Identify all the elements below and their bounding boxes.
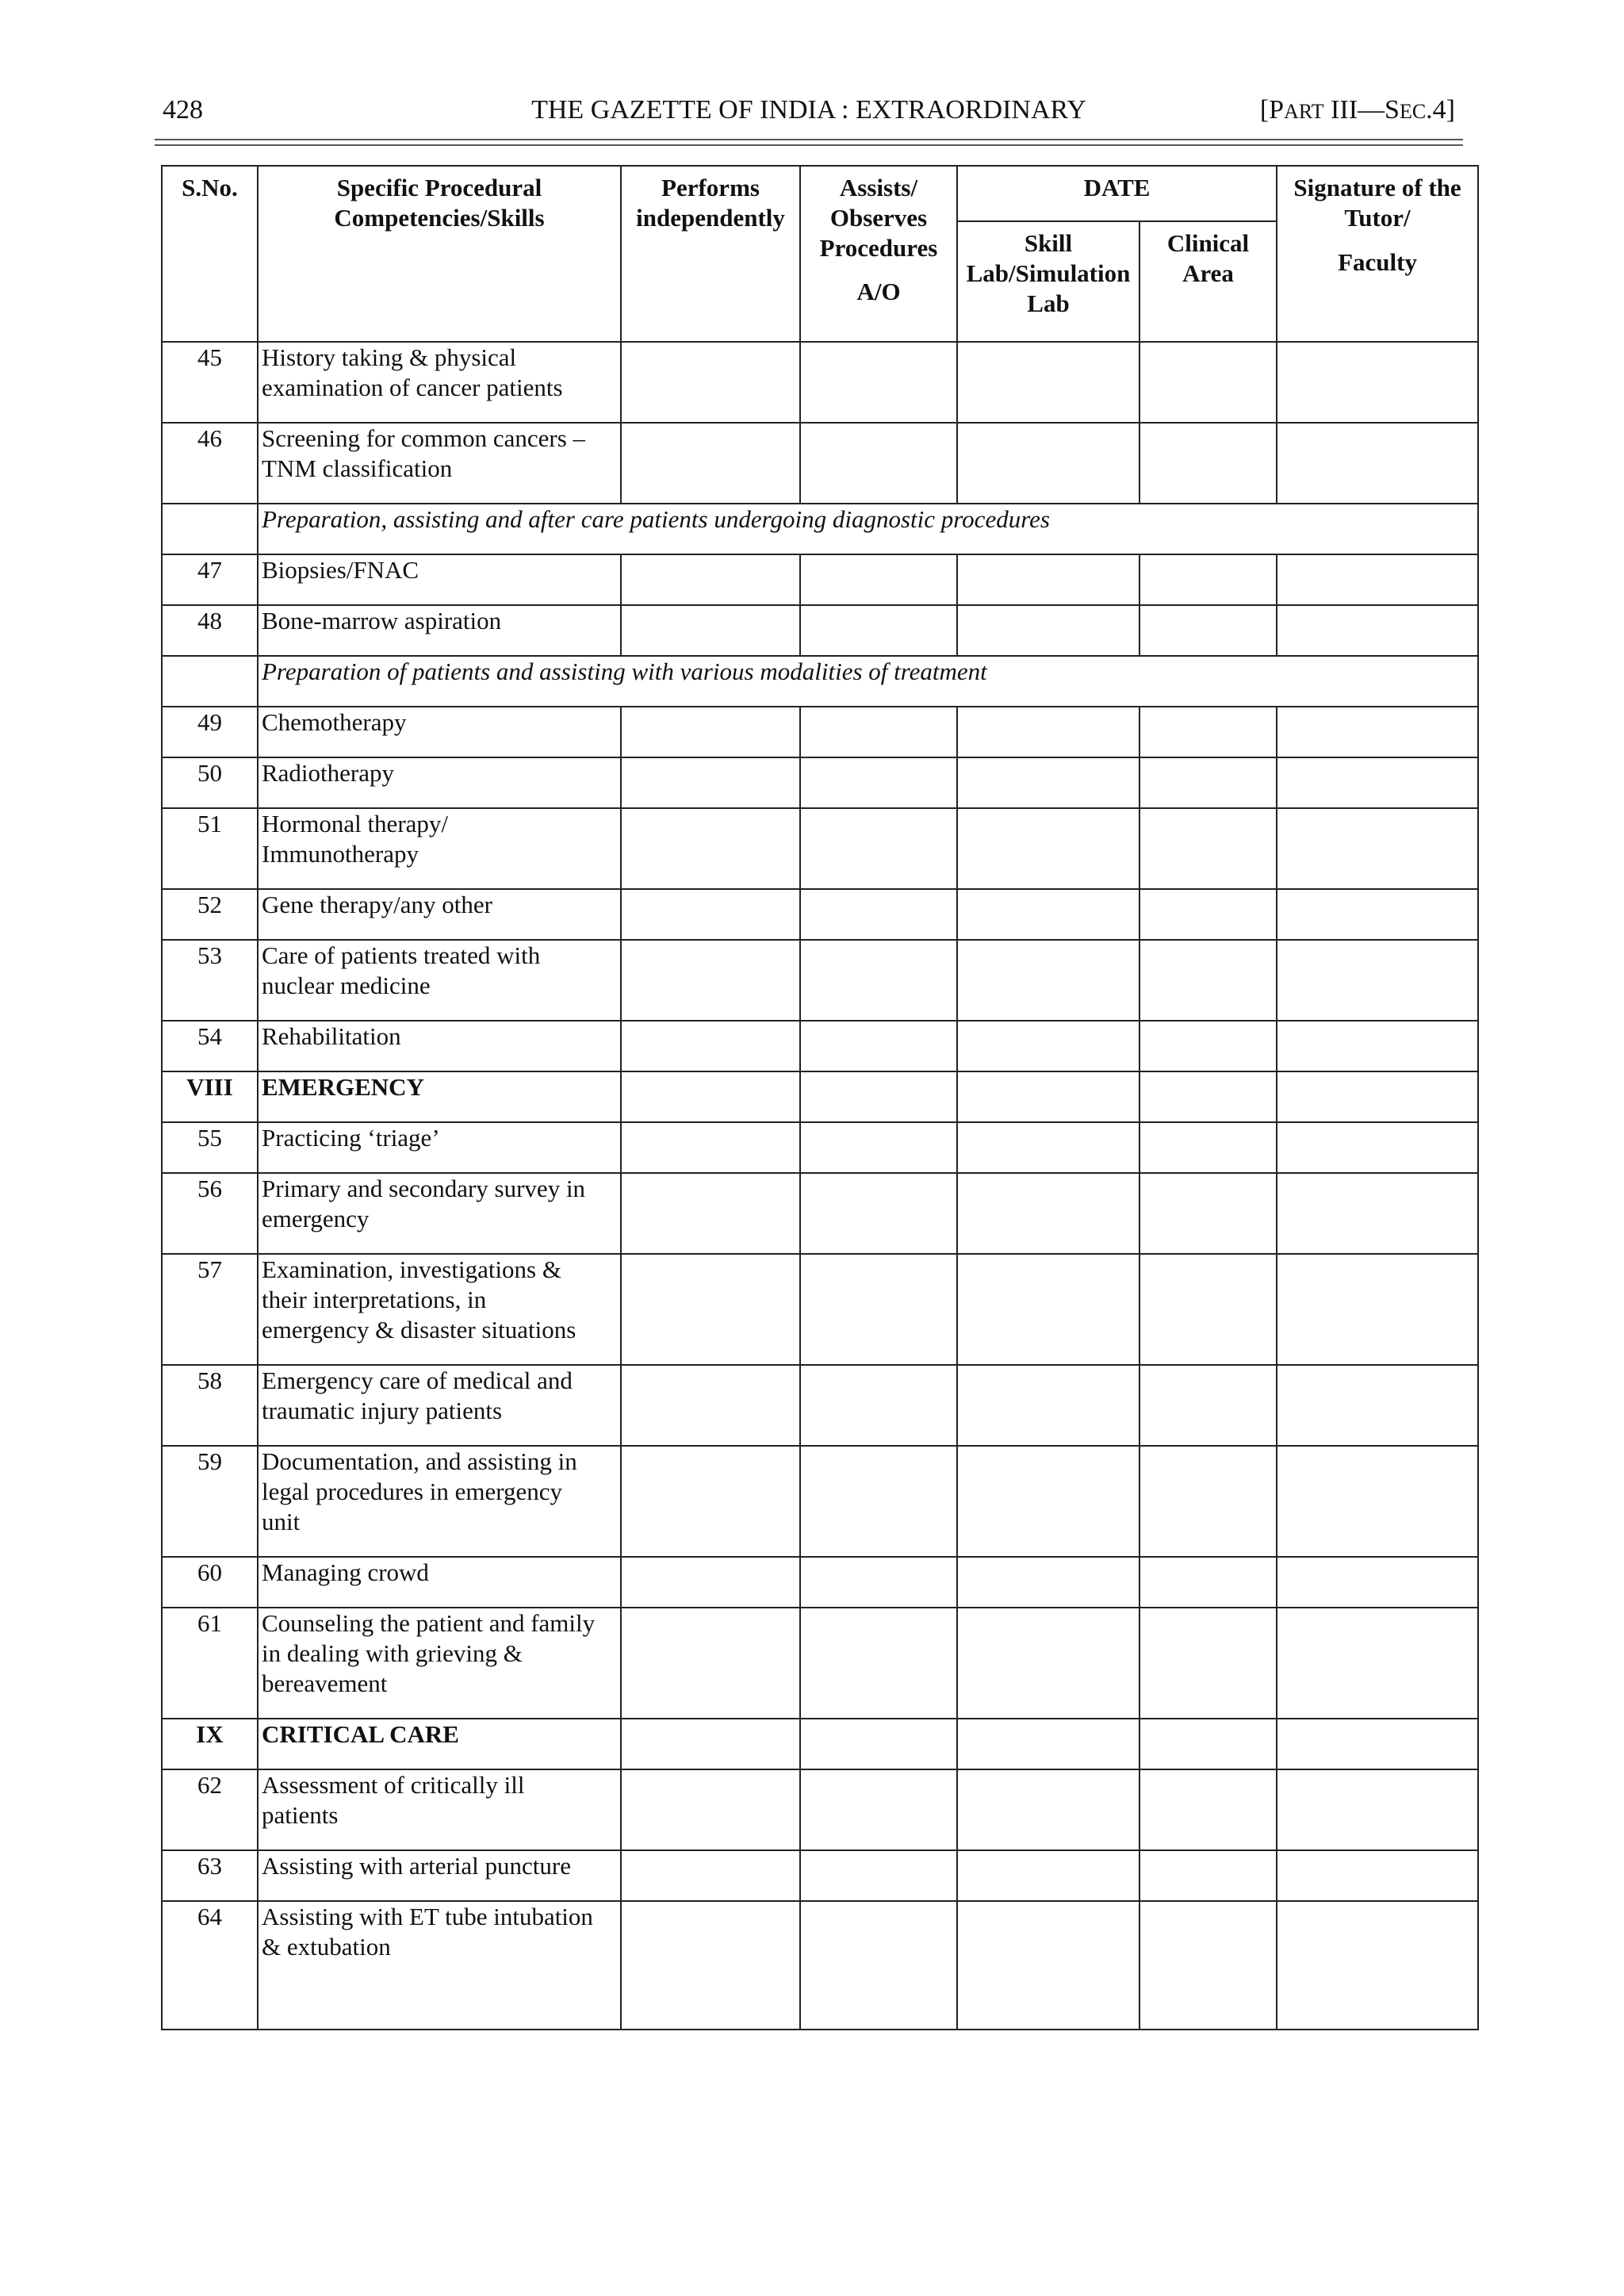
signature-cell[interactable]: [1277, 707, 1478, 757]
clinical-date-cell[interactable]: [1139, 940, 1277, 1021]
sno-cell: 52: [162, 889, 258, 940]
assists-cell[interactable]: [800, 605, 957, 656]
table-row: [162, 1021, 1478, 1071]
skill-text-line: Radiotherapy: [262, 759, 395, 787]
skill-text-line: Gene therapy/any other: [262, 891, 492, 918]
skill-text-line: examination of cancer patients: [262, 373, 563, 401]
signature-cell[interactable]: [1277, 1173, 1478, 1254]
skill-lab-date-cell[interactable]: [957, 940, 1139, 1021]
skill-text-line: unit: [262, 1507, 301, 1535]
skill-cell: [258, 554, 621, 605]
performs-cell[interactable]: [621, 1769, 800, 1850]
table-subheading-row: [162, 656, 1478, 707]
clinical-date-cell[interactable]: [1139, 757, 1277, 808]
table-row: [162, 940, 1478, 1021]
performs-cell[interactable]: [621, 1446, 800, 1557]
table-row: [162, 605, 1478, 656]
col-header-skill-lab: Skill Lab/Simulation Lab: [957, 221, 1139, 342]
skill-text-line: in dealing with grieving &: [262, 1639, 523, 1667]
table-row: [162, 1901, 1478, 2030]
sno-cell: 64: [162, 1901, 258, 2030]
sno-cell: VIII: [162, 1071, 258, 1122]
performs-cell[interactable]: [621, 1254, 800, 1365]
skill-cell: [258, 342, 621, 423]
table-row: [162, 1557, 1478, 1608]
table-row: [162, 889, 1478, 940]
skill-lab-date-cell[interactable]: [957, 707, 1139, 757]
skill-text-line: patients: [262, 1800, 339, 1829]
skill-lab-date-cell[interactable]: [957, 1608, 1139, 1719]
skill-lab-date-cell[interactable]: [957, 1365, 1139, 1446]
skill-cell: [258, 1850, 621, 1901]
table-row: [162, 1254, 1478, 1365]
sno-cell: [162, 504, 258, 554]
clinical-date-cell[interactable]: [1139, 554, 1277, 605]
signature-cell[interactable]: [1277, 1850, 1478, 1901]
skill-text-line: Chemotherapy: [262, 708, 407, 736]
skill-text-line: Emergency care of medical and: [262, 1366, 573, 1394]
assists-cell[interactable]: [800, 554, 957, 605]
skill-lab-date-cell[interactable]: [957, 342, 1139, 423]
skill-text-line: Managing crowd: [262, 1558, 429, 1586]
clinical-date-cell[interactable]: [1139, 342, 1277, 423]
clinical-date-cell[interactable]: [1139, 1769, 1277, 1850]
subheading-text: Preparation of patients and assisting with various modalities of treatment: [258, 656, 1478, 707]
page-number: 428: [163, 95, 203, 125]
assists-cell[interactable]: [800, 1850, 957, 1901]
skill-lab-date-cell[interactable]: [957, 1769, 1139, 1850]
skill-lab-date-cell[interactable]: [957, 1719, 1139, 1769]
skill-text-line: Assisting with ET tube intubation: [262, 1903, 593, 1930]
signature-cell[interactable]: [1277, 1071, 1478, 1122]
sno-cell: 58: [162, 1365, 258, 1446]
assists-cell[interactable]: [800, 1557, 957, 1608]
assists-cell[interactable]: [800, 423, 957, 504]
table-row: [162, 1122, 1478, 1173]
subheading-text: Preparation, assisting and after care patients undergoing diagnostic procedures: [258, 504, 1478, 554]
skill-cell: [258, 1254, 621, 1365]
sno-cell: 60: [162, 1557, 258, 1608]
skill-cell: [258, 1901, 621, 2030]
skill-lab-date-cell[interactable]: [957, 1446, 1139, 1557]
clinical-date-cell[interactable]: [1139, 423, 1277, 504]
signature-cell[interactable]: [1277, 940, 1478, 1021]
assists-cell[interactable]: [800, 1071, 957, 1122]
performs-cell[interactable]: [621, 707, 800, 757]
performs-cell[interactable]: [621, 1901, 800, 2030]
table-row: [162, 1446, 1478, 1557]
sno-cell: 59: [162, 1446, 258, 1557]
table-row: [162, 1365, 1478, 1446]
clinical-date-cell[interactable]: [1139, 707, 1277, 757]
skill-text-line: History taking & physical: [262, 343, 517, 371]
skill-lab-date-cell[interactable]: [957, 554, 1139, 605]
skill-cell: [258, 1608, 621, 1719]
assists-cell[interactable]: [800, 1122, 957, 1173]
skill-cell: [258, 423, 621, 504]
assists-cell[interactable]: [800, 1365, 957, 1446]
sno-cell: 50: [162, 757, 258, 808]
skill-cell: [258, 1719, 621, 1769]
assists-cell[interactable]: [800, 1254, 957, 1365]
skill-lab-date-cell[interactable]: [957, 1850, 1139, 1901]
performs-cell[interactable]: [621, 1557, 800, 1608]
skill-text-line: bereavement: [262, 1669, 388, 1697]
performs-cell[interactable]: [621, 808, 800, 889]
competency-table: [161, 165, 1479, 2030]
signature-cell[interactable]: [1277, 1122, 1478, 1173]
skill-cell: [258, 1769, 621, 1850]
performs-cell[interactable]: [621, 1365, 800, 1446]
sno-cell: 48: [162, 605, 258, 656]
signature-cell[interactable]: [1277, 889, 1478, 940]
skill-lab-date-cell[interactable]: [957, 1557, 1139, 1608]
performs-cell[interactable]: [621, 1021, 800, 1071]
skill-cell: [258, 1071, 621, 1122]
clinical-date-cell[interactable]: [1139, 1557, 1277, 1608]
skill-lab-date-cell[interactable]: [957, 757, 1139, 808]
clinical-date-cell[interactable]: [1139, 1850, 1277, 1901]
signature-cell[interactable]: [1277, 423, 1478, 504]
col-header-sno: S.No.: [162, 166, 258, 342]
performs-cell[interactable]: [621, 1719, 800, 1769]
clinical-date-cell[interactable]: [1139, 1254, 1277, 1365]
skill-cell: [258, 1365, 621, 1446]
table-section-row: [162, 1719, 1478, 1769]
col-header-clinical-area: Clinical Area: [1139, 221, 1277, 342]
skill-lab-date-cell[interactable]: [957, 1071, 1139, 1122]
signature-cell[interactable]: [1277, 1446, 1478, 1557]
skill-cell: [258, 1446, 621, 1557]
signature-cell[interactable]: [1277, 757, 1478, 808]
sno-cell: 57: [162, 1254, 258, 1365]
page-header: [163, 95, 1455, 135]
sno-cell: IX: [162, 1719, 258, 1769]
sno-cell: 63: [162, 1850, 258, 1901]
skill-text-line: emergency & disaster situations: [262, 1315, 576, 1343]
signature-cell[interactable]: [1277, 1254, 1478, 1365]
assists-cell[interactable]: [800, 808, 957, 889]
skill-lab-date-cell[interactable]: [957, 1901, 1139, 2030]
skill-text-line: Bone-marrow aspiration: [262, 607, 502, 634]
skill-text-line: Assisting with arterial puncture: [262, 1852, 571, 1880]
assists-cell[interactable]: [800, 940, 957, 1021]
clinical-date-cell[interactable]: [1139, 1365, 1277, 1446]
table-body: [162, 342, 1478, 2030]
signature-cell[interactable]: [1277, 554, 1478, 605]
part-section: [PART III—SEC.4]: [1259, 95, 1455, 125]
signature-cell[interactable]: [1277, 1719, 1478, 1769]
performs-cell[interactable]: [621, 1173, 800, 1254]
sno-cell: 45: [162, 342, 258, 423]
assists-cell[interactable]: [800, 1446, 957, 1557]
clinical-date-cell[interactable]: [1139, 605, 1277, 656]
skill-text-line: Rehabilitation: [262, 1022, 401, 1050]
table-row: [162, 554, 1478, 605]
skill-lab-date-cell[interactable]: [957, 889, 1139, 940]
clinical-date-cell[interactable]: [1139, 889, 1277, 940]
sno-cell: [162, 656, 258, 707]
clinical-date-cell[interactable]: [1139, 1021, 1277, 1071]
assists-cell[interactable]: [800, 1021, 957, 1071]
skill-text-line: CRITICAL CARE: [262, 1720, 459, 1748]
skill-cell: [258, 707, 621, 757]
skill-cell: [258, 1122, 621, 1173]
skill-cell: [258, 605, 621, 656]
assists-cell[interactable]: [800, 1173, 957, 1254]
signature-cell[interactable]: [1277, 605, 1478, 656]
sno-cell: 49: [162, 707, 258, 757]
sno-cell: 53: [162, 940, 258, 1021]
skill-text-line: & extubation: [262, 1932, 391, 1961]
table-row: [162, 1769, 1478, 1850]
clinical-date-cell[interactable]: [1139, 1122, 1277, 1173]
signature-cell[interactable]: [1277, 1901, 1478, 2030]
skill-text-line: Practicing ‘triage’: [262, 1124, 440, 1152]
header-rule-top: [155, 139, 1463, 140]
performs-cell[interactable]: [621, 1071, 800, 1122]
skill-lab-date-cell[interactable]: [957, 1173, 1139, 1254]
skill-cell: [258, 1173, 621, 1254]
skill-lab-date-cell[interactable]: [957, 423, 1139, 504]
signature-cell[interactable]: [1277, 1557, 1478, 1608]
skill-cell: [258, 808, 621, 889]
performs-cell[interactable]: [621, 554, 800, 605]
sno-cell: 54: [162, 1021, 258, 1071]
signature-cell[interactable]: [1277, 1769, 1478, 1850]
signature-cell[interactable]: [1277, 1365, 1478, 1446]
performs-cell[interactable]: [621, 1122, 800, 1173]
signature-cell[interactable]: [1277, 1608, 1478, 1719]
table-row: [162, 808, 1478, 889]
performs-cell[interactable]: [621, 889, 800, 940]
clinical-date-cell[interactable]: [1139, 1719, 1277, 1769]
skill-cell: [258, 1021, 621, 1071]
skill-text-line: Examination, investigations &: [262, 1255, 561, 1283]
sno-cell: 56: [162, 1173, 258, 1254]
performs-cell[interactable]: [621, 1608, 800, 1719]
sno-cell: 61: [162, 1608, 258, 1719]
skill-cell: [258, 889, 621, 940]
signature-cell[interactable]: [1277, 342, 1478, 423]
col-header-skills: Specific Procedural Competencies/Skills: [258, 166, 621, 342]
skill-cell: [258, 940, 621, 1021]
skill-lab-date-cell[interactable]: [957, 808, 1139, 889]
performs-cell[interactable]: [621, 605, 800, 656]
skill-text-line: traumatic injury patients: [262, 1396, 503, 1424]
col-header-date: DATE: [957, 166, 1277, 221]
clinical-date-cell[interactable]: [1139, 1071, 1277, 1122]
skill-lab-date-cell[interactable]: [957, 1254, 1139, 1365]
table-subheading-row: [162, 504, 1478, 554]
assists-cell[interactable]: [800, 342, 957, 423]
clinical-date-cell[interactable]: [1139, 1446, 1277, 1557]
col-header-signature: Signature of the Tutor/ Faculty: [1277, 166, 1478, 342]
skill-text-line: legal procedures in emergency: [262, 1477, 563, 1505]
skill-text-line: Hormonal therapy/: [262, 810, 449, 838]
skill-text-line: nuclear medicine: [262, 971, 431, 999]
assists-cell[interactable]: [800, 1901, 957, 2030]
skill-text-line: EMERGENCY: [262, 1073, 424, 1101]
skill-cell: [258, 757, 621, 808]
table-row: [162, 423, 1478, 504]
clinical-date-cell[interactable]: [1139, 1173, 1277, 1254]
assists-cell[interactable]: [800, 889, 957, 940]
skill-text-line: Care of patients treated with: [262, 941, 541, 969]
table-section-row: [162, 1071, 1478, 1122]
col-header-assists: Assists/ Observes Procedures A/O: [800, 166, 957, 342]
sno-cell: 55: [162, 1122, 258, 1173]
skill-text-line: Primary and secondary survey in: [262, 1175, 586, 1202]
assists-cell[interactable]: [800, 1608, 957, 1719]
header-rule-bottom: [155, 144, 1463, 146]
table-row: [162, 1608, 1478, 1719]
assists-cell[interactable]: [800, 757, 957, 808]
col-header-performs: Performs independently: [621, 166, 800, 342]
assists-cell[interactable]: [800, 1719, 957, 1769]
skill-text-line: TNM classification: [262, 454, 453, 482]
performs-cell[interactable]: [621, 757, 800, 808]
clinical-date-cell[interactable]: [1139, 808, 1277, 889]
assists-cell[interactable]: [800, 1769, 957, 1850]
performs-cell[interactable]: [621, 342, 800, 423]
table-row: [162, 342, 1478, 423]
signature-cell[interactable]: [1277, 1021, 1478, 1071]
skill-lab-date-cell[interactable]: [957, 605, 1139, 656]
table-row: [162, 707, 1478, 757]
skill-text-line: Documentation, and assisting in: [262, 1447, 577, 1475]
skill-text-line: their interpretations, in: [262, 1285, 487, 1313]
clinical-date-cell[interactable]: [1139, 1608, 1277, 1719]
sno-cell: 47: [162, 554, 258, 605]
performs-cell[interactable]: [621, 1850, 800, 1901]
table-row: [162, 1850, 1478, 1901]
signature-cell[interactable]: [1277, 808, 1478, 889]
skill-text-line: Counseling the patient and family: [262, 1609, 596, 1637]
sno-cell: 51: [162, 808, 258, 889]
performs-cell[interactable]: [621, 423, 800, 504]
skill-cell: [258, 1557, 621, 1608]
clinical-date-cell[interactable]: [1139, 1901, 1277, 2030]
sno-cell: 46: [162, 423, 258, 504]
skill-text-line: Biopsies/FNAC: [262, 556, 419, 584]
skill-lab-date-cell[interactable]: [957, 1122, 1139, 1173]
skill-text-line: Assessment of critically ill: [262, 1771, 525, 1799]
skill-text-line: emergency: [262, 1204, 370, 1232]
skill-text-line: Screening for common cancers –: [262, 424, 586, 452]
gazette-title: THE GAZETTE OF INDIA : EXTRAORDINARY: [531, 95, 1086, 125]
skill-text-line: Immunotherapy: [262, 839, 419, 868]
assists-cell[interactable]: [800, 707, 957, 757]
sno-cell: 62: [162, 1769, 258, 1850]
performs-cell[interactable]: [621, 940, 800, 1021]
table-row: [162, 1173, 1478, 1254]
skill-lab-date-cell[interactable]: [957, 1021, 1139, 1071]
table-row: [162, 757, 1478, 808]
